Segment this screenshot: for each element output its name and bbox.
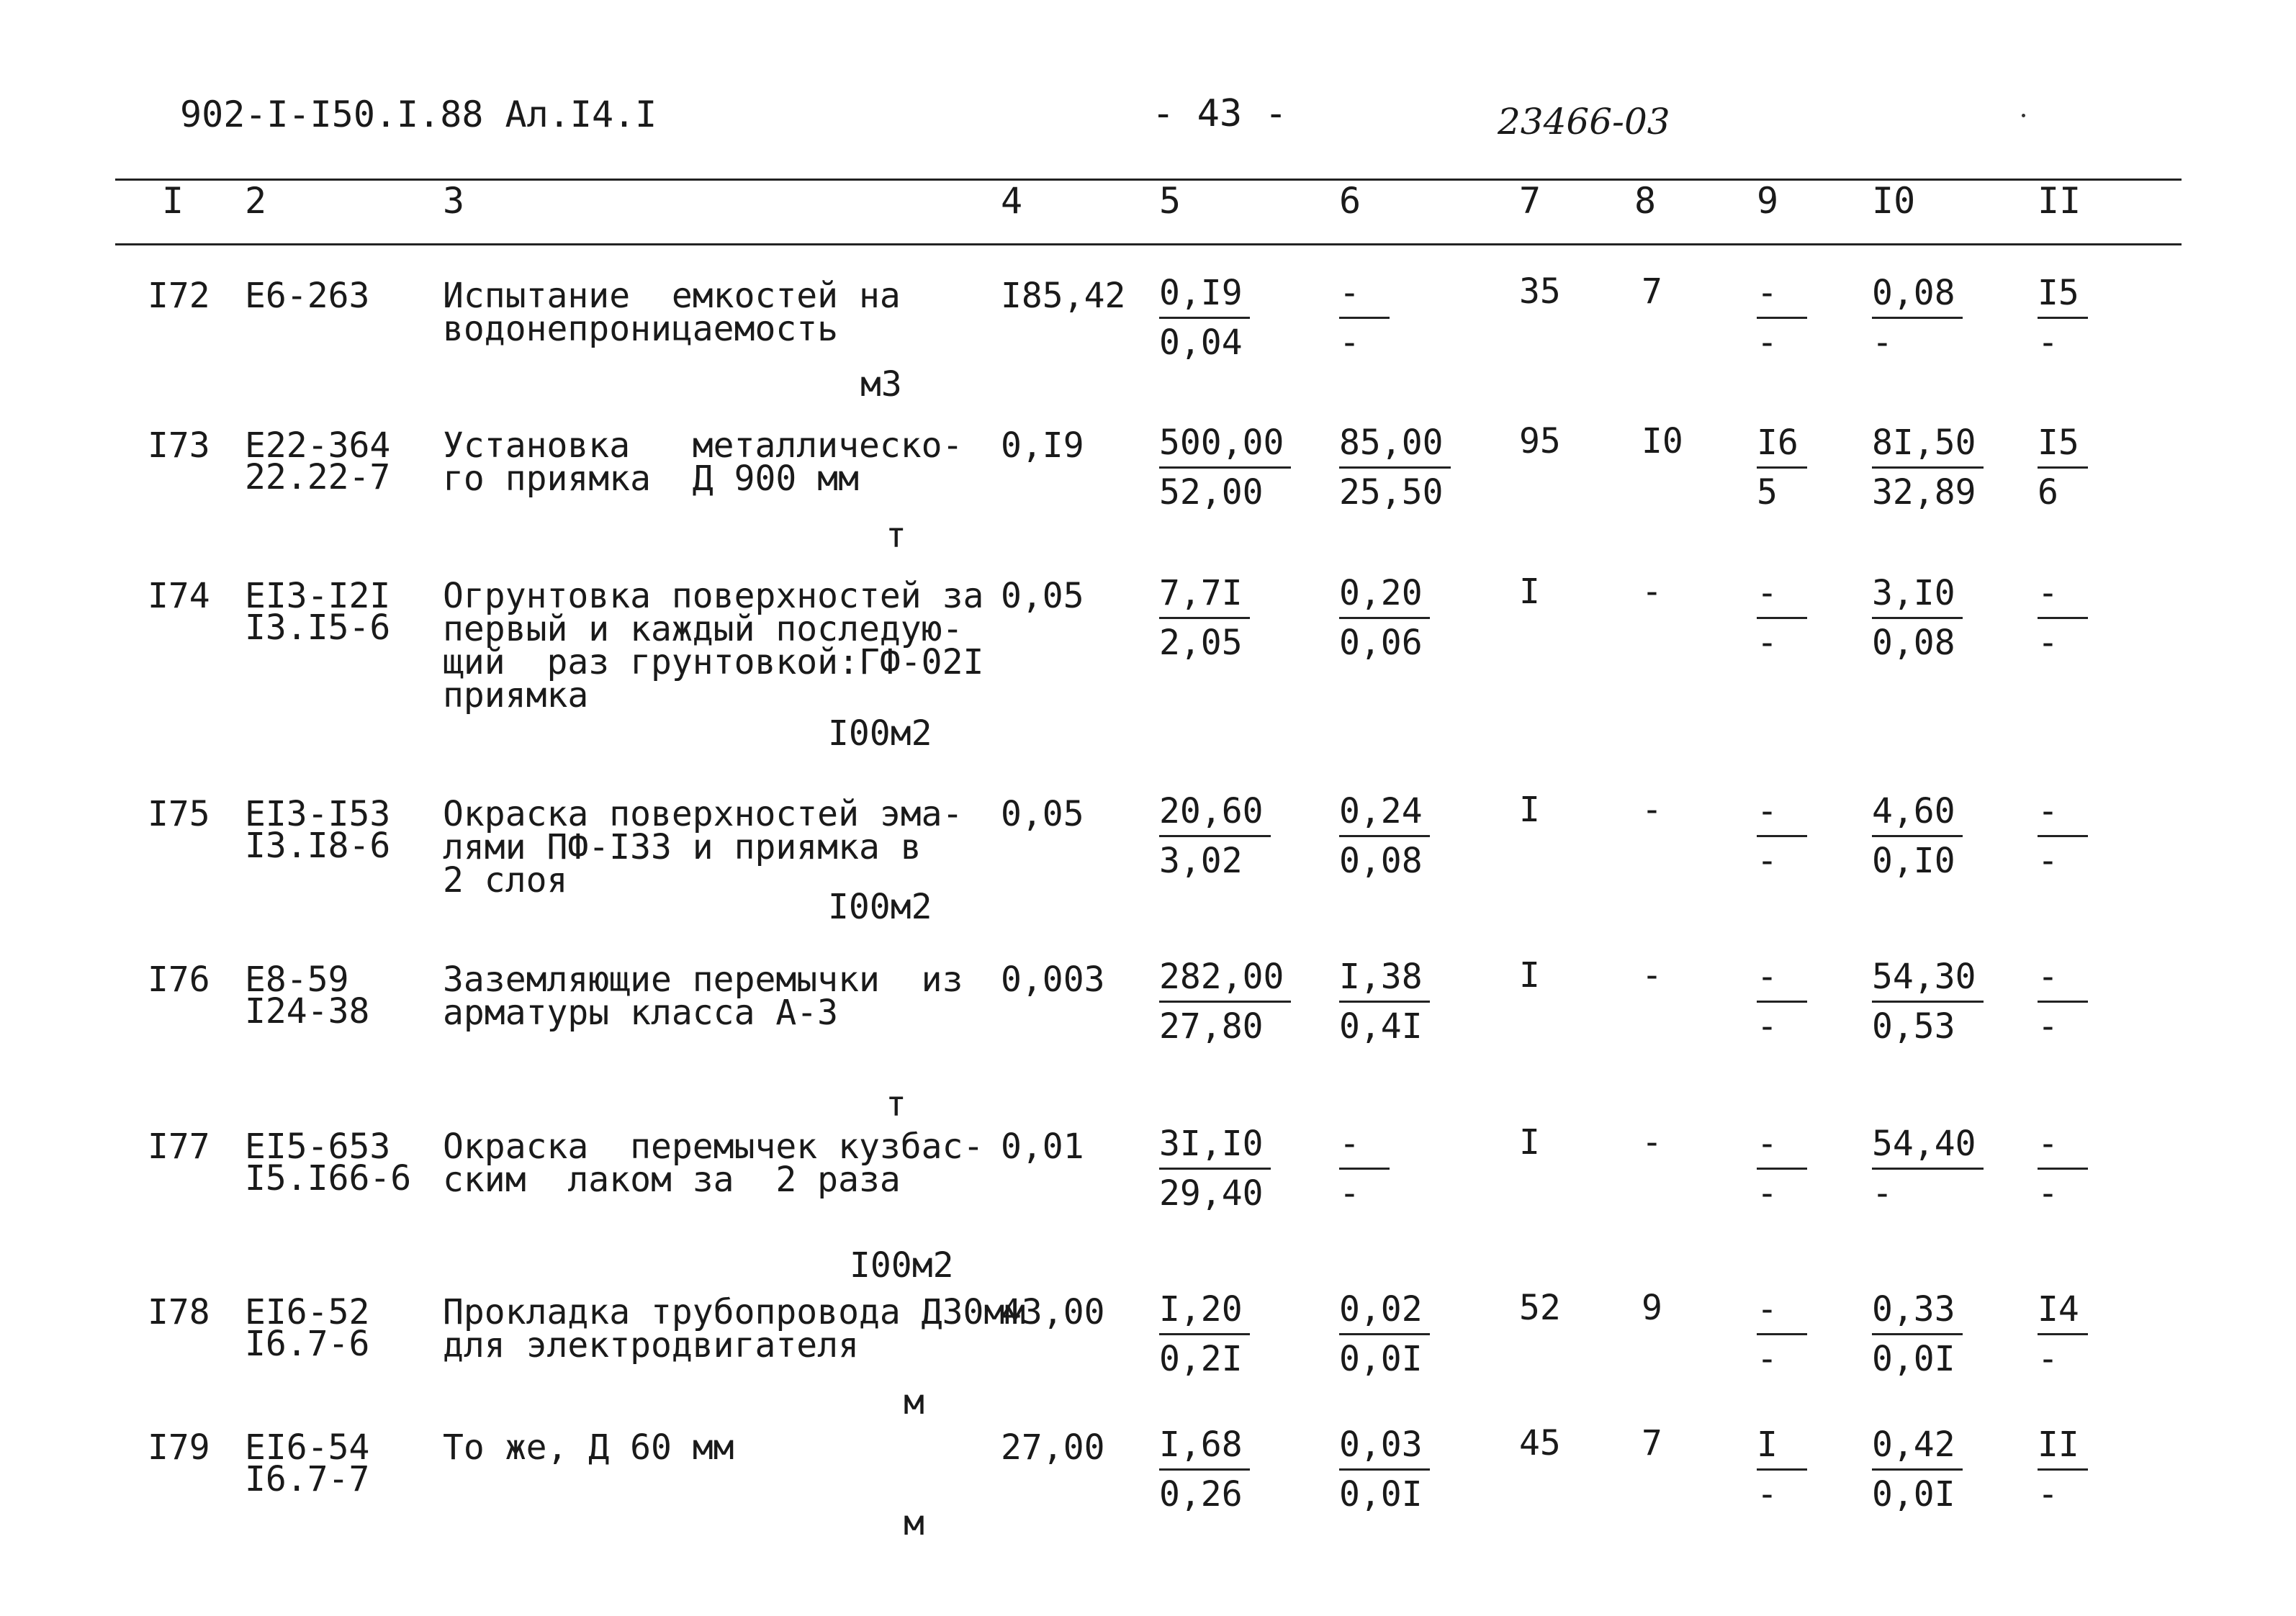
fraction-denominator: 0,26 — [1159, 1474, 1243, 1515]
fraction-cell-col-6 — [1339, 1120, 1390, 1217]
fraction-cell-col-6 — [1339, 787, 1430, 885]
labor-cost: 95 — [1519, 421, 1561, 461]
norm-code-secondary: I3.I5-6 — [245, 608, 391, 648]
quantity: 43,00 — [1001, 1292, 1105, 1332]
fraction-denominator: 0,08 — [1872, 623, 1955, 663]
unit-of-measure: т — [886, 515, 906, 556]
fraction-denominator: 0,0I — [1339, 1339, 1423, 1379]
page-number: - 43 - — [1152, 92, 1287, 135]
work-description: Установка металлическо- го приямка Д 900 мм — [443, 425, 963, 499]
fraction-denominator: 0,0I — [1872, 1339, 1955, 1379]
fraction-numerator: I,20 — [1159, 1286, 1250, 1335]
fraction-denominator: - — [1757, 322, 1778, 363]
unit-of-measure: I00м2 — [850, 1245, 954, 1286]
norm-code: E8-59 — [245, 960, 349, 1000]
fraction-cell-col-11 — [2038, 1286, 2088, 1383]
fraction-cell-col-10 — [1872, 1120, 1984, 1217]
fraction-numerator: 282,00 — [1159, 953, 1291, 1003]
fraction-cell-col-10 — [1872, 419, 1984, 516]
fraction-numerator: 7,7I — [1159, 569, 1250, 619]
fraction-numerator: 20,60 — [1159, 787, 1271, 837]
fraction-denominator: - — [2038, 1339, 2058, 1379]
fraction-denominator: 0,0I — [1872, 1474, 1955, 1515]
fraction-numerator: - — [1757, 787, 1807, 837]
fraction-numerator: - — [1757, 269, 1807, 319]
fraction-numerator: 0,33 — [1872, 1286, 1963, 1335]
fraction-denominator: 0,2I — [1159, 1339, 1243, 1379]
fraction-numerator: I4 — [2038, 1286, 2088, 1335]
norm-code: EI3-I2I — [245, 576, 391, 616]
fraction-denominator: - — [2038, 623, 2058, 663]
quantity: 0,05 — [1001, 576, 1084, 616]
column-header-3: 3 — [443, 180, 465, 222]
fraction-numerator: 0,24 — [1339, 787, 1430, 837]
machine-hours: 7 — [1642, 1423, 1662, 1463]
fraction-numerator: I — [1757, 1421, 1807, 1471]
fraction-numerator: 500,00 — [1159, 419, 1291, 469]
fraction-numerator: 54,40 — [1872, 1120, 1984, 1170]
row-number: I79 — [148, 1427, 210, 1468]
fraction-cell-col-6 — [1339, 953, 1430, 1050]
labor-cost: 35 — [1519, 271, 1561, 312]
fraction-cell-col-5 — [1159, 1120, 1271, 1217]
fraction-numerator: 0,03 — [1339, 1421, 1430, 1471]
column-header-9: 9 — [1757, 180, 1779, 222]
column-header-4: 4 — [1001, 180, 1023, 222]
work-description: Испытание емкостей на водонепроницаемость — [443, 276, 901, 349]
fraction-cell-col-5 — [1159, 787, 1271, 885]
fraction-numerator: I5 — [2038, 269, 2088, 319]
fraction-numerator: 0,42 — [1872, 1421, 1963, 1471]
fraction-denominator: - — [1757, 1339, 1778, 1379]
fraction-numerator: 4,60 — [1872, 787, 1963, 837]
fraction-denominator: 6 — [2038, 472, 2058, 513]
fraction-numerator: - — [2038, 1120, 2088, 1170]
norm-code-secondary: 22.22-7 — [245, 457, 391, 497]
fraction-denominator: 2,05 — [1159, 623, 1243, 663]
column-header-1: I — [162, 180, 184, 222]
fraction-numerator: II — [2038, 1421, 2088, 1471]
fraction-denominator: 25,50 — [1339, 472, 1444, 513]
fraction-cell-col-6 — [1339, 419, 1451, 516]
fraction-numerator: 3,I0 — [1872, 569, 1963, 619]
column-header-11: II — [2038, 180, 2081, 222]
fraction-numerator: - — [1757, 953, 1807, 1003]
machine-hours: 7 — [1642, 271, 1662, 312]
quantity: 0,05 — [1001, 794, 1084, 834]
fraction-denominator: - — [1339, 322, 1360, 363]
fraction-cell-col-11 — [2038, 953, 2088, 1050]
machine-hours: - — [1642, 790, 1662, 830]
registration-number: 23466-03 — [1498, 101, 1670, 143]
labor-cost: I — [1519, 572, 1540, 612]
fraction-cell-col-9 — [1757, 1286, 1807, 1383]
fraction-cell-col-6 — [1339, 569, 1430, 667]
fraction-numerator: - — [1339, 1120, 1390, 1170]
fraction-numerator: 0,08 — [1872, 269, 1963, 319]
fraction-cell-col-6 — [1339, 1286, 1430, 1383]
fraction-cell-col-5 — [1159, 953, 1291, 1050]
fraction-numerator: - — [1757, 569, 1807, 619]
labor-cost: I — [1519, 955, 1540, 996]
fraction-cell-col-10 — [1872, 1421, 1963, 1518]
fraction-numerator: 8I,50 — [1872, 419, 1984, 469]
norm-code: EI5-653 — [245, 1127, 391, 1167]
fraction-cell-col-10 — [1872, 1286, 1963, 1383]
table-header-rule — [115, 243, 2182, 245]
labor-cost: 52 — [1519, 1288, 1561, 1328]
fraction-numerator: I6 — [1757, 419, 1807, 469]
quantity: 0,I9 — [1001, 425, 1084, 466]
fraction-denominator: - — [1872, 322, 1893, 363]
fraction-cell-col-10 — [1872, 269, 1963, 366]
fraction-numerator: - — [2038, 787, 2088, 837]
fraction-denominator: 0,53 — [1872, 1006, 1955, 1047]
fraction-cell-col-11 — [2038, 419, 2088, 516]
norm-code-secondary: I3.I8-6 — [245, 826, 391, 866]
fraction-cell-col-5 — [1159, 1421, 1250, 1518]
fraction-numerator: - — [2038, 569, 2088, 619]
fraction-numerator: 0,02 — [1339, 1286, 1430, 1335]
quantity: 0,003 — [1001, 960, 1105, 1000]
unit-of-measure: I00м2 — [828, 887, 932, 927]
fraction-denominator: - — [1757, 1474, 1778, 1515]
fraction-denominator: 0,06 — [1339, 623, 1423, 663]
work-description: Прокладка трубопровода Д30мм для электродвигателя — [443, 1292, 1026, 1366]
labor-cost: 45 — [1519, 1423, 1561, 1463]
row-number: I75 — [148, 794, 210, 834]
machine-hours: 9 — [1642, 1288, 1662, 1328]
fraction-denominator: 52,00 — [1159, 472, 1264, 513]
work-description: Заземляющие перемычки из арматуры класса А-3 — [443, 960, 963, 1033]
fraction-denominator: - — [2038, 841, 2058, 881]
fraction-denominator: - — [2038, 1474, 2058, 1515]
fraction-cell-col-6 — [1339, 269, 1390, 366]
fraction-cell-col-9 — [1757, 787, 1807, 885]
fraction-numerator: I,38 — [1339, 953, 1430, 1003]
row-number: I74 — [148, 576, 210, 616]
norm-code: EI6-54 — [245, 1427, 370, 1468]
work-description: То же, Д 60 мм — [443, 1427, 734, 1468]
labor-cost: I — [1519, 790, 1540, 830]
column-header-6: 6 — [1339, 180, 1361, 222]
fraction-numerator: 3I,I0 — [1159, 1120, 1271, 1170]
fraction-cell-col-5 — [1159, 419, 1291, 516]
column-header-7: 7 — [1519, 180, 1541, 222]
fraction-cell-col-11 — [2038, 269, 2088, 366]
row-number: I77 — [148, 1127, 210, 1167]
row-number: I76 — [148, 960, 210, 1000]
fraction-numerator: - — [1757, 1120, 1807, 1170]
fraction-numerator: 85,00 — [1339, 419, 1451, 469]
fraction-cell-col-11 — [2038, 569, 2088, 667]
fraction-denominator: - — [2038, 1006, 2058, 1047]
fraction-cell-col-9 — [1757, 1120, 1807, 1217]
work-description: Огрунтовка поверхностей за первый и каждый последую- щий раз грунтовкой:ГФ-02I приямка — [443, 576, 984, 716]
fraction-cell-col-11 — [2038, 1421, 2088, 1518]
fraction-denominator: - — [1757, 1173, 1778, 1214]
fraction-numerator: - — [1757, 1286, 1807, 1335]
fraction-cell-col-9 — [1757, 419, 1807, 516]
fraction-cell-col-9 — [1757, 569, 1807, 667]
fraction-cell-col-9 — [1757, 1421, 1807, 1518]
machine-hours: I0 — [1642, 421, 1683, 461]
quantity: 0,01 — [1001, 1127, 1084, 1167]
fraction-cell-col-10 — [1872, 569, 1963, 667]
fraction-denominator: - — [1872, 1173, 1893, 1214]
fraction-denominator: 0,4I — [1339, 1006, 1423, 1047]
fraction-denominator: 5 — [1757, 472, 1778, 513]
fraction-cell-col-11 — [2038, 787, 2088, 885]
fraction-numerator: 54,30 — [1872, 953, 1984, 1003]
fraction-numerator: 0,20 — [1339, 569, 1430, 619]
norm-code-secondary: I6.7-6 — [245, 1324, 370, 1364]
fraction-cell-col-9 — [1757, 953, 1807, 1050]
fraction-numerator: - — [1339, 269, 1390, 319]
fraction-numerator: I,68 — [1159, 1421, 1250, 1471]
fraction-denominator: - — [1757, 623, 1778, 663]
machine-hours: - — [1642, 1122, 1662, 1163]
row-number: I73 — [148, 425, 210, 466]
column-header-5: 5 — [1159, 180, 1181, 222]
fraction-denominator: 29,40 — [1159, 1173, 1264, 1214]
fraction-denominator: - — [1757, 841, 1778, 881]
machine-hours: - — [1642, 955, 1662, 996]
unit-of-measure: м — [904, 1382, 924, 1422]
norm-code-secondary: I6.7-7 — [245, 1459, 370, 1499]
unit-of-measure: м3 — [860, 364, 902, 405]
work-description: Окраска поверхностей эма- лями ПФ-I33 и приямка в 2 слоя — [443, 794, 963, 900]
fraction-denominator: 0,04 — [1159, 322, 1243, 363]
fraction-cell-col-10 — [1872, 953, 1984, 1050]
fraction-cell-col-10 — [1872, 787, 1963, 885]
fraction-numerator: - — [2038, 953, 2088, 1003]
fraction-denominator: - — [2038, 1173, 2058, 1214]
fraction-denominator: 0,0I — [1339, 1474, 1423, 1515]
fraction-cell-col-5 — [1159, 1286, 1250, 1383]
unit-of-measure: I00м2 — [828, 713, 932, 754]
quantity: 27,00 — [1001, 1427, 1105, 1468]
quantity: I85,42 — [1001, 276, 1126, 316]
fraction-denominator: 0,I0 — [1872, 841, 1955, 881]
norm-code: E6-263 — [245, 276, 370, 316]
fraction-denominator: - — [1339, 1173, 1360, 1214]
norm-code-secondary: I24-38 — [245, 991, 370, 1032]
fraction-denominator: 0,08 — [1339, 841, 1423, 881]
column-header-10: I0 — [1872, 180, 1916, 222]
row-number: I78 — [148, 1292, 210, 1332]
fraction-denominator: 3,02 — [1159, 841, 1243, 881]
fraction-denominator: 27,80 — [1159, 1006, 1264, 1047]
fraction-denominator: 32,89 — [1872, 472, 1976, 513]
fraction-cell-col-5 — [1159, 269, 1250, 366]
column-header-2: 2 — [245, 180, 267, 222]
document-code: 902-I-I50.I.88 Ал.I4.I — [180, 94, 657, 135]
norm-code: EI3-I53 — [245, 794, 391, 834]
labor-cost: I — [1519, 1122, 1540, 1163]
fraction-cell-col-5 — [1159, 569, 1250, 667]
ink-dot — [2022, 114, 2025, 117]
fraction-denominator: - — [2038, 322, 2058, 363]
work-description: Окраска перемычек кузбас- ским лаком за 2 раза — [443, 1127, 984, 1200]
unit-of-measure: м — [904, 1503, 924, 1543]
norm-code: E22-364 — [245, 425, 391, 466]
fraction-cell-col-6 — [1339, 1421, 1430, 1518]
unit-of-measure: т — [886, 1084, 906, 1124]
norm-code: EI6-52 — [245, 1292, 370, 1332]
fraction-denominator: - — [1757, 1006, 1778, 1047]
fraction-cell-col-11 — [2038, 1120, 2088, 1217]
row-number: I72 — [148, 276, 210, 316]
norm-code-secondary: I5.I66-6 — [245, 1158, 412, 1199]
fraction-cell-col-9 — [1757, 269, 1807, 366]
fraction-numerator: I5 — [2038, 419, 2088, 469]
machine-hours: - — [1642, 572, 1662, 612]
column-header-8: 8 — [1634, 180, 1657, 222]
fraction-numerator: 0,I9 — [1159, 269, 1250, 319]
